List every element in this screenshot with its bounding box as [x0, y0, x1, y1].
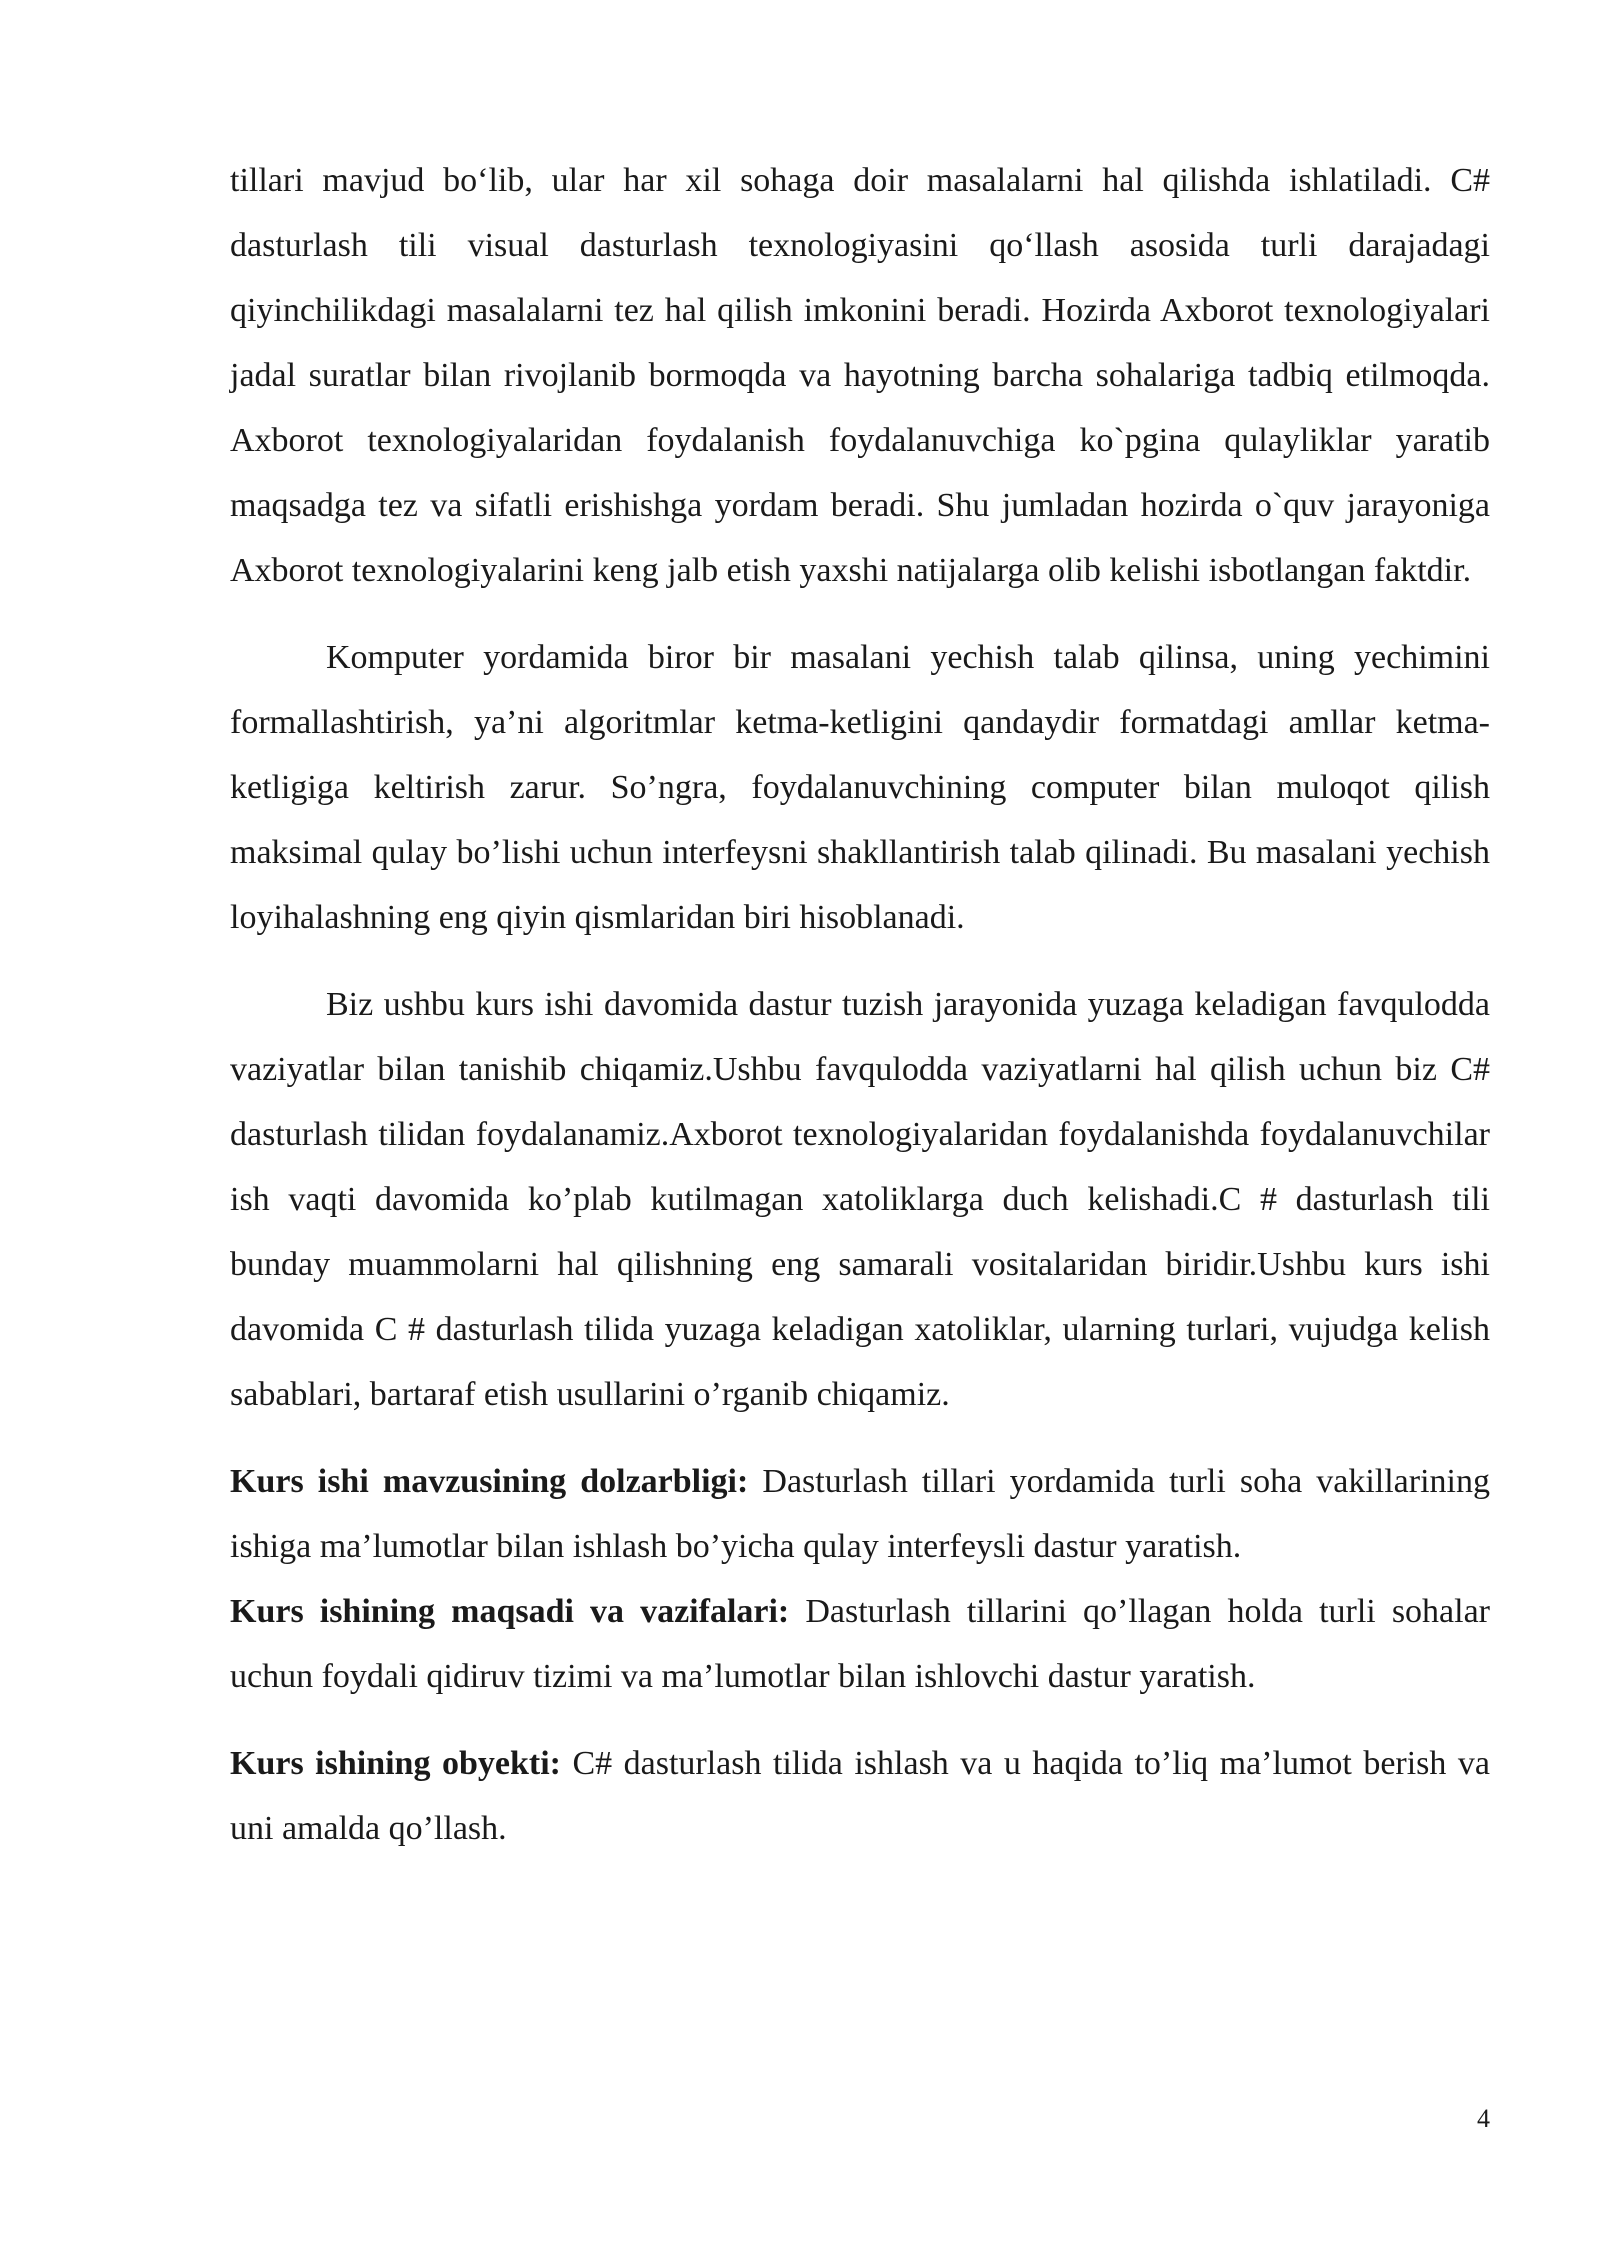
section-goals — [230, 1579, 1490, 1709]
section-relevance-label: Kurs ishi mavzusining dolzarbligi: — [230, 1463, 749, 1500]
section-goals-text: Dasturlash tillarini qo’llagan holda turli sohalar uchun foydali qidiruv tizimi va ma’lumotlar bilan ishlovchi dastur yaratish. — [230, 1593, 1490, 1695]
section-object-text: C# dasturlash tilida ishlash va u haqida to’liq ma’lumot berish va uni amalda qo’llash. — [230, 1745, 1490, 1847]
document-page — [230, 148, 1490, 1861]
section-goals-label: Kurs ishining maqsadi va vazifalari: — [230, 1593, 790, 1630]
section-relevance-text: Dasturlash tillari yordamida turli soha vakillarining ishiga ma’lumotlar bilan ishlash bo’yicha qulay interfeysli dastur yaratish. — [230, 1463, 1490, 1565]
paragraph-computer-solving: Komputer yordamida biror bir masalani yechish talab qilinsa, uning yechimini formallashtirish, ya’ni algoritmlar ketma-ketligini qandaydir formatdagi amllar ketma-ketligiga keltirish zarur. So’ngra, foydalanuvchining computer bilan muloqot qilish maksimal qulay bo’lishi uchun interfeysni shakllantirish talab qilinadi. Bu masalani yechish loyihalashning eng qiyin qismlaridan biri hisoblanadi. — [230, 639, 1490, 936]
section-relevance — [230, 1449, 1490, 1579]
paragraph-intro: tillari mavjud bo‘lib, ular har xil sohaga doir masalalarni hal qilishda ishlatiladi. C# dasturlash tili visual dasturlash texnologiyasini qo‘llash asosida turli darajadagi qiyinchilikdagi masalalarni tez hal qilish imkonini beradi. Hozirda Axborot texnologiyalari jadal suratlar bilan rivojlanib bormoqda va hayotning barcha sohalariga tadbiq etilmoqda. Axborot texnologiyalaridan foydalanish foydalanuvchiga ko`pgina qulayliklar yaratib maqsadga tez va sifatli erishishga yordam beradi. Shu jumladan hozirda o`quv jarayoniga Axborot texnologiyalarini keng jalb etish yaxshi natijalarga olib kelishi isbotlangan faktdir. — [230, 162, 1490, 589]
paragraph-course-work: Biz ushbu kurs ishi davomida dastur tuzish jarayonida yuzaga keladigan favqulodda vaziyatlar bilan tanishib chiqamiz.Ushbu favqulodda vaziyatlarni hal qilish uchun biz C# dasturlash tilidan foydalanamiz.Axborot texnologiyalaridan foydalanishda foydalanuvchilar ish vaqti davomida ko’plab kutilmagan xatoliklarga duch kelishadi.C # dasturlash tili bunday muammolarni hal qilishning eng samarali vositalaridan biridir.Ushbu kurs ishi davomida C # dasturlash tilida yuzaga keladigan xatoliklar, ularning turlari, vujudga kelish sabablari, bartaraf etish usullarini o’rganib chiqamiz. — [230, 986, 1490, 1413]
section-object-label: Kurs ishining obyekti: — [230, 1745, 561, 1782]
page-number: 4 — [1477, 2104, 1490, 2133]
section-object — [230, 1731, 1490, 1861]
